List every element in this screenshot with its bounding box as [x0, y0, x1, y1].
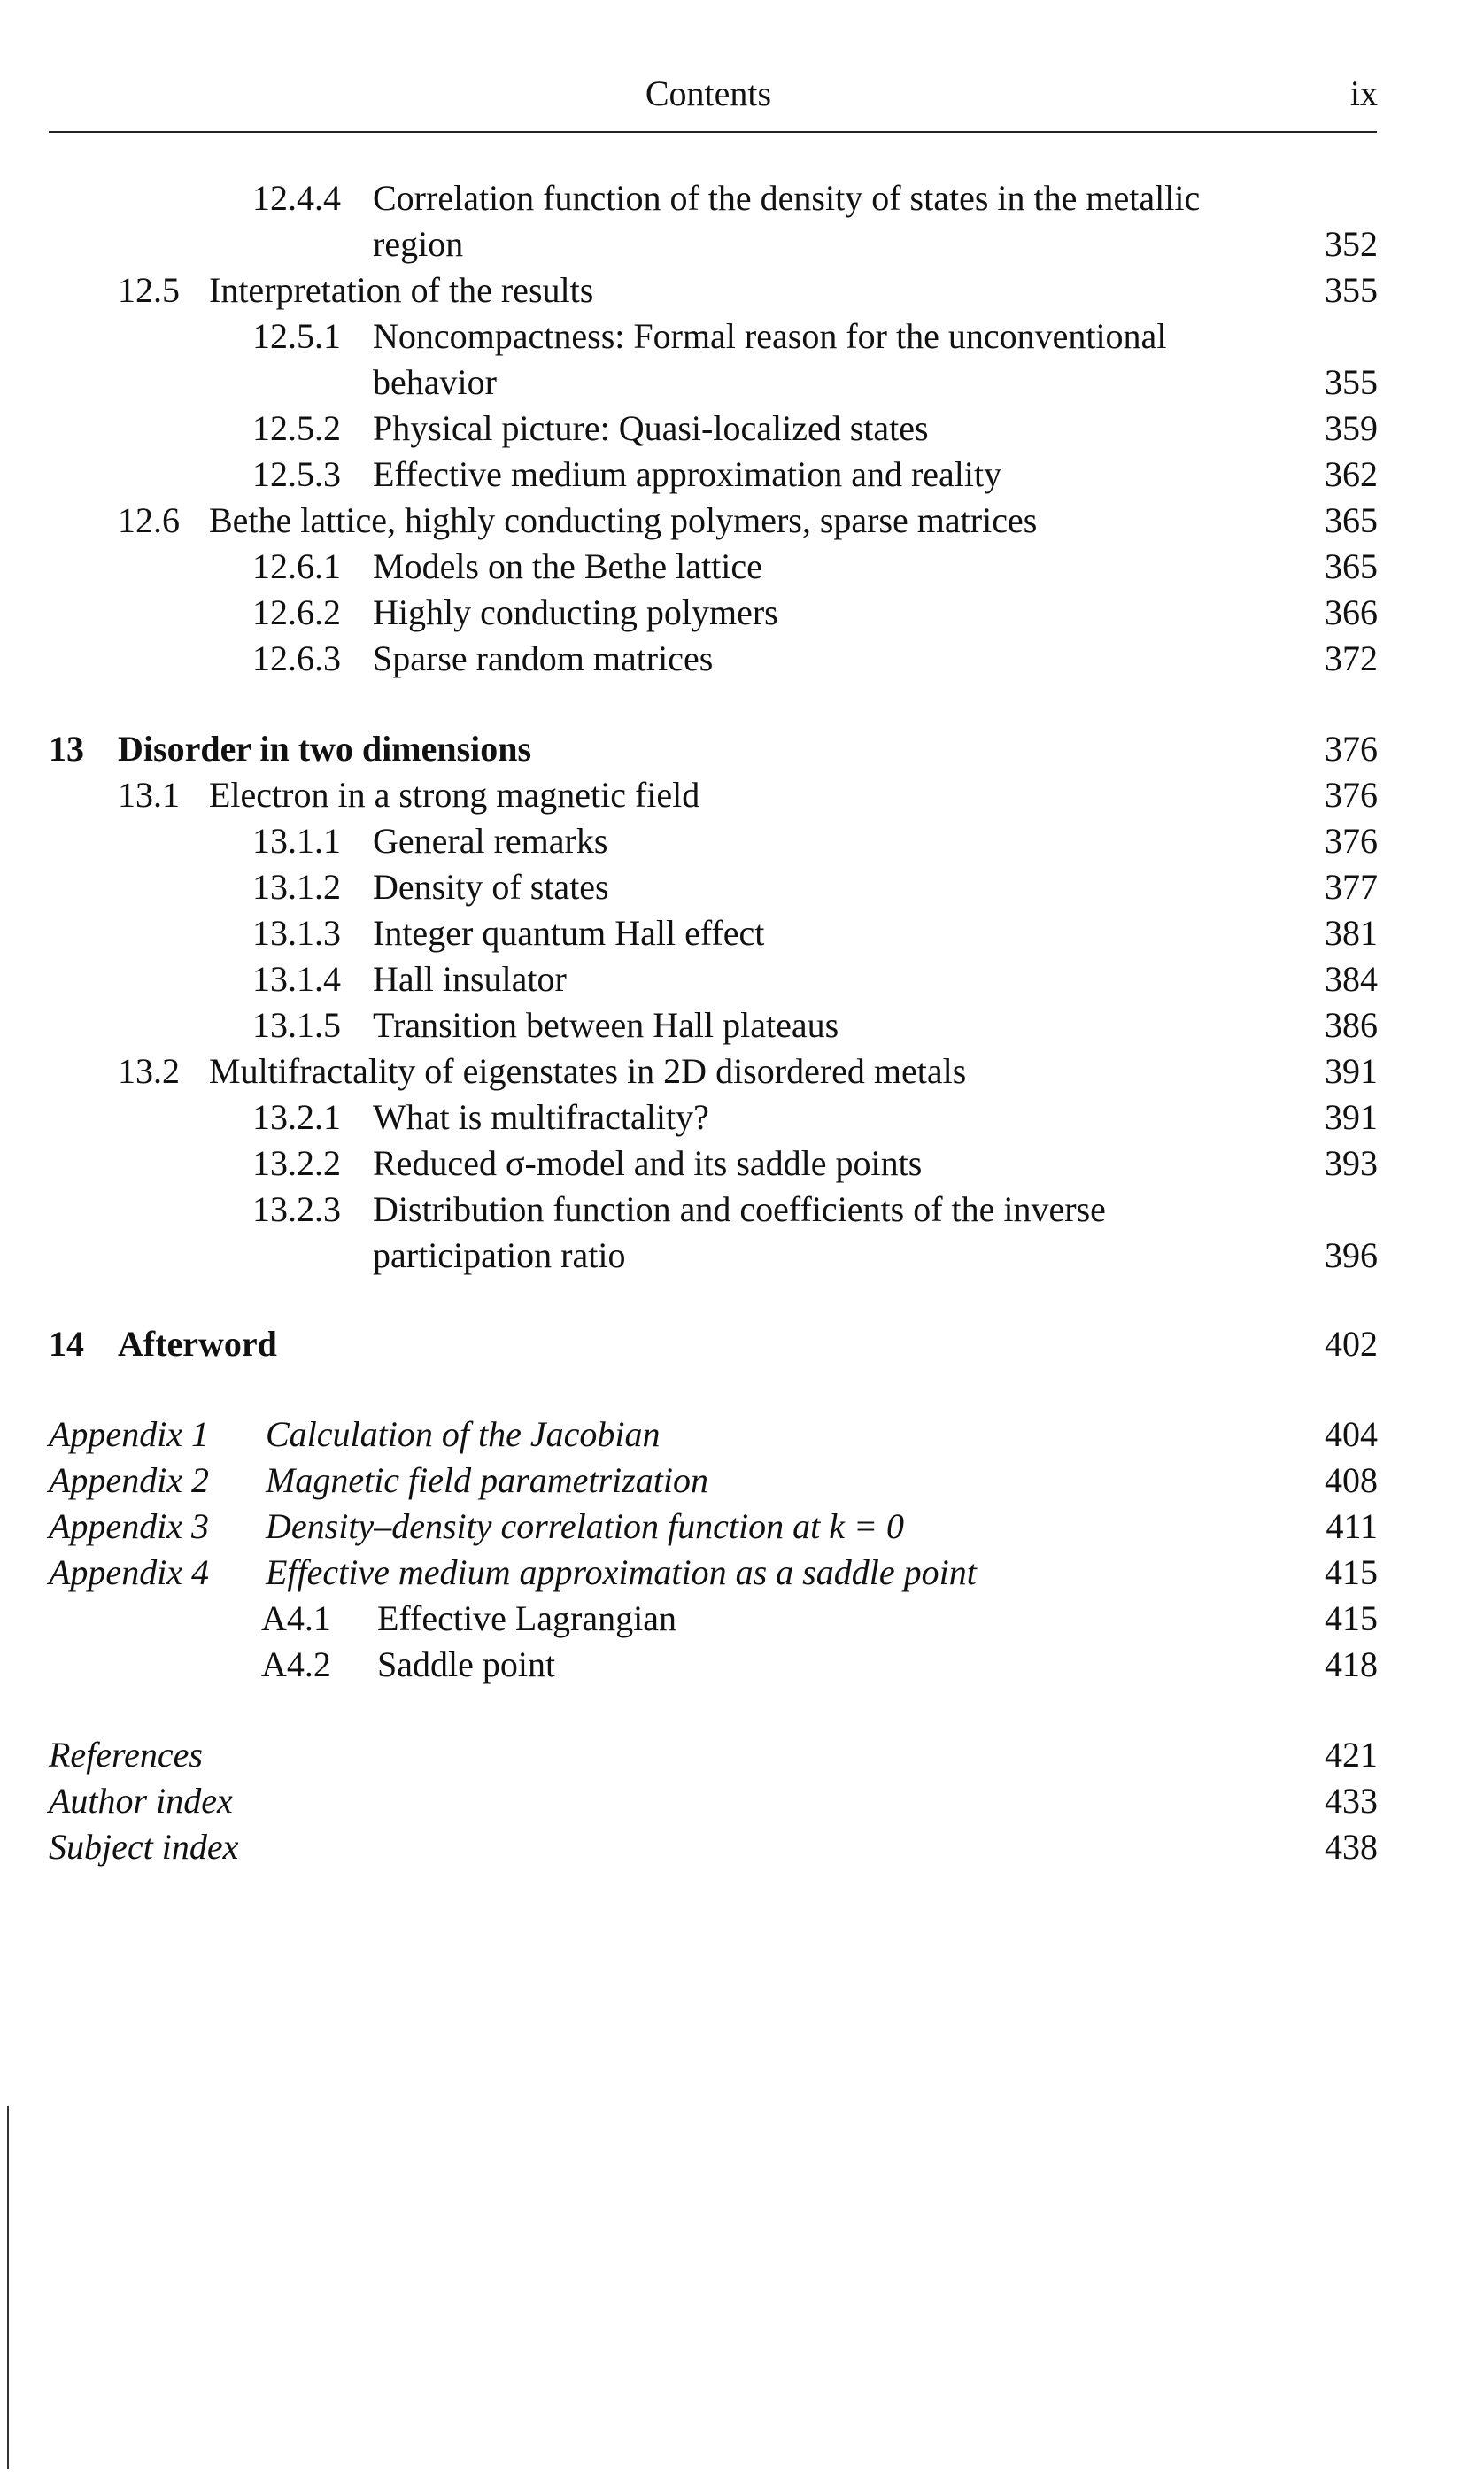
toc-entry-title: Electron in a strong magnetic field: [209, 775, 700, 815]
toc-appendix-label: Appendix 3: [49, 1506, 210, 1546]
toc-entry-number: 13.2.3: [252, 1189, 341, 1229]
toc-appendix: [0, 1412, 1484, 1458]
toc-entry-title: Transition between Hall plateaus: [373, 1005, 839, 1045]
toc-entry-number: 13.2.2: [252, 1143, 341, 1183]
toc-chapter: [0, 726, 1484, 772]
toc-appendix-page: 415: [1325, 1552, 1378, 1592]
toc-entry-title: Distribution function and coefficients of the inverse: [373, 1189, 1106, 1229]
toc-entry: [0, 1141, 1484, 1187]
toc-entry-title: Multifractality of eigenstates in 2D disordered metals: [209, 1051, 967, 1091]
toc-entry-title: region: [373, 224, 464, 264]
toc-entry-page: 391: [1325, 1097, 1378, 1137]
toc-entry-title: Physical picture: Quasi-localized states: [373, 408, 929, 448]
running-header-title: Contents: [645, 73, 772, 113]
toc-backmatter: [0, 1778, 1484, 1824]
toc-entry-page: 355: [1325, 270, 1378, 310]
toc-entry: [0, 1095, 1484, 1141]
toc-entry-page: 362: [1325, 454, 1378, 494]
toc-entry: [0, 772, 1484, 818]
toc-entry: [0, 175, 1484, 221]
toc-chapter: [0, 1321, 1484, 1367]
toc-entry: [0, 313, 1484, 360]
toc-backmatter: [0, 1732, 1484, 1778]
toc-entry-page: 393: [1325, 1143, 1378, 1183]
toc-entry-page: 372: [1325, 638, 1378, 678]
toc-entry-title: Highly conducting polymers: [373, 592, 778, 632]
toc-appendix: [0, 1550, 1484, 1596]
toc-entry-number: 12.6.1: [252, 546, 341, 586]
toc-entry-number: 13.1.1: [252, 821, 341, 861]
toc-entry-page: 359: [1325, 408, 1378, 448]
toc-appendix-title: Density–density correlation function at k = 0: [266, 1506, 904, 1546]
toc-entry: [0, 1642, 1484, 1688]
toc-backmatter-title: References: [49, 1735, 203, 1775]
toc-appendix-label: Appendix 1: [49, 1414, 210, 1454]
toc-chapter-title: Afterword: [118, 1324, 277, 1364]
toc-entry-number: 13.1.2: [252, 867, 341, 907]
toc-entry: [0, 1187, 1484, 1233]
toc-entry-continuation: [0, 360, 1484, 406]
running-header-page-number: ix: [1349, 73, 1378, 113]
toc-entry-page: 355: [1325, 362, 1378, 402]
toc-entry-page: 377: [1325, 867, 1378, 907]
toc-entry-title: Hall insulator: [373, 959, 567, 999]
toc-entry-page: 396: [1325, 1235, 1378, 1275]
toc-chapter-number: 14: [49, 1324, 84, 1364]
toc-entry: [0, 1048, 1484, 1095]
toc-entry-number: 12.5.2: [252, 408, 341, 448]
toc-appendix: [0, 1504, 1484, 1550]
toc-entry-number: 13.1.5: [252, 1005, 341, 1045]
toc-backmatter-page: 433: [1325, 1781, 1378, 1821]
toc-appendix-label: Appendix 4: [49, 1552, 210, 1592]
toc-entry-title: participation ratio: [373, 1235, 626, 1275]
toc-entry-number: A4.1: [261, 1598, 331, 1638]
toc-entry-page: 381: [1325, 913, 1378, 953]
toc-entry-continuation: [0, 221, 1484, 267]
toc-entry-page: 376: [1325, 821, 1378, 861]
toc-entry-number: 13.1.3: [252, 913, 341, 953]
toc-entry-title: Integer quantum Hall effect: [373, 913, 765, 953]
toc-entry-title: behavior: [373, 362, 497, 402]
toc-entry-number: 12.4.4: [252, 178, 341, 218]
toc-entry-title: General remarks: [373, 821, 608, 861]
toc-entry-number: 12.6.3: [252, 638, 341, 678]
toc-entry-title: Bethe lattice, highly conducting polymers, sparse matrices: [209, 500, 1038, 540]
toc-entry-title: Sparse random matrices: [373, 638, 714, 678]
toc-entry: [0, 406, 1484, 452]
toc-entry-title: Models on the Bethe lattice: [373, 546, 762, 586]
toc-entry-page: 366: [1325, 592, 1378, 632]
toc-backmatter-page: 438: [1325, 1827, 1378, 1867]
toc-backmatter: [0, 1824, 1484, 1870]
toc-entry: [0, 818, 1484, 864]
toc-appendix-page: 411: [1326, 1506, 1378, 1546]
toc-entry-page: 384: [1325, 959, 1378, 999]
toc-entry: [0, 498, 1484, 544]
toc-backmatter-title: Subject index: [49, 1827, 239, 1867]
toc-appendix-page: 408: [1325, 1460, 1378, 1500]
toc-appendix-title: Magnetic field parametrization: [266, 1460, 708, 1500]
toc-entry-title: Noncompactness: Formal reason for the unconventional: [373, 316, 1167, 356]
toc-entry-page: 418: [1325, 1644, 1378, 1684]
toc-entry-number: 12.5: [118, 270, 180, 310]
toc-appendix-title: Calculation of the Jacobian: [266, 1414, 661, 1454]
toc-entry-page: 391: [1325, 1051, 1378, 1091]
toc-entry-number: 13.1: [118, 775, 180, 815]
toc-entry: [0, 1002, 1484, 1048]
toc-entry-title: What is multifractality?: [373, 1097, 709, 1137]
toc-entry-title: Effective Lagrangian: [377, 1598, 676, 1638]
scan-edge-mark: [7, 2106, 9, 2469]
toc-entry-page: 376: [1325, 775, 1378, 815]
toc-entry-page: 386: [1325, 1005, 1378, 1045]
toc-entry-title: Effective medium approximation and reality: [373, 454, 1002, 494]
toc-backmatter-page: 421: [1325, 1735, 1378, 1775]
toc-appendix-title: Effective medium approximation as a saddle point: [266, 1552, 977, 1592]
toc-appendix: [0, 1458, 1484, 1504]
toc-entry-title: Reduced σ-model and its saddle points: [373, 1143, 923, 1183]
toc-chapter-title: Disorder in two dimensions: [118, 729, 532, 769]
toc-entry-number: 12.6.2: [252, 592, 341, 632]
toc-entry-number: 13.1.4: [252, 959, 341, 999]
toc-entry: [0, 590, 1484, 636]
toc-entry: [0, 636, 1484, 682]
toc-entry-number: A4.2: [261, 1644, 331, 1684]
toc-entry-continuation: [0, 1233, 1484, 1279]
toc-chapter-number: 13: [49, 729, 84, 769]
toc-entry-number: 13.2.1: [252, 1097, 341, 1137]
toc-entry-number: 12.6: [118, 500, 180, 540]
toc-appendix-label: Appendix 2: [49, 1460, 210, 1500]
toc-entry-number: 13.2: [118, 1051, 180, 1091]
toc-entry: [0, 956, 1484, 1002]
toc-entry: [0, 267, 1484, 313]
toc-chapter-page: 376: [1325, 729, 1378, 769]
toc-entry-title: Interpretation of the results: [209, 270, 594, 310]
toc-entry-number: 12.5.1: [252, 316, 341, 356]
toc-entry-page: 352: [1325, 224, 1378, 264]
toc-entry: [0, 544, 1484, 590]
toc-chapter-page: 402: [1325, 1324, 1378, 1364]
toc-entry: [0, 452, 1484, 498]
toc-entry: [0, 910, 1484, 956]
toc-entry-page: 365: [1325, 546, 1378, 586]
toc-entry-title: Correlation function of the density of states in the metallic: [373, 178, 1201, 218]
toc-entry-page: 415: [1325, 1598, 1378, 1638]
toc-entry-title: Density of states: [373, 867, 609, 907]
toc-entry: [0, 864, 1484, 910]
toc-backmatter-title: Author index: [49, 1781, 233, 1821]
toc-entry-page: 365: [1325, 500, 1378, 540]
toc-entry: [0, 1596, 1484, 1642]
header-divider: [49, 131, 1377, 133]
toc-entry-number: 12.5.3: [252, 454, 341, 494]
toc-entry-title: Saddle point: [377, 1644, 556, 1684]
toc-appendix-page: 404: [1325, 1414, 1378, 1454]
